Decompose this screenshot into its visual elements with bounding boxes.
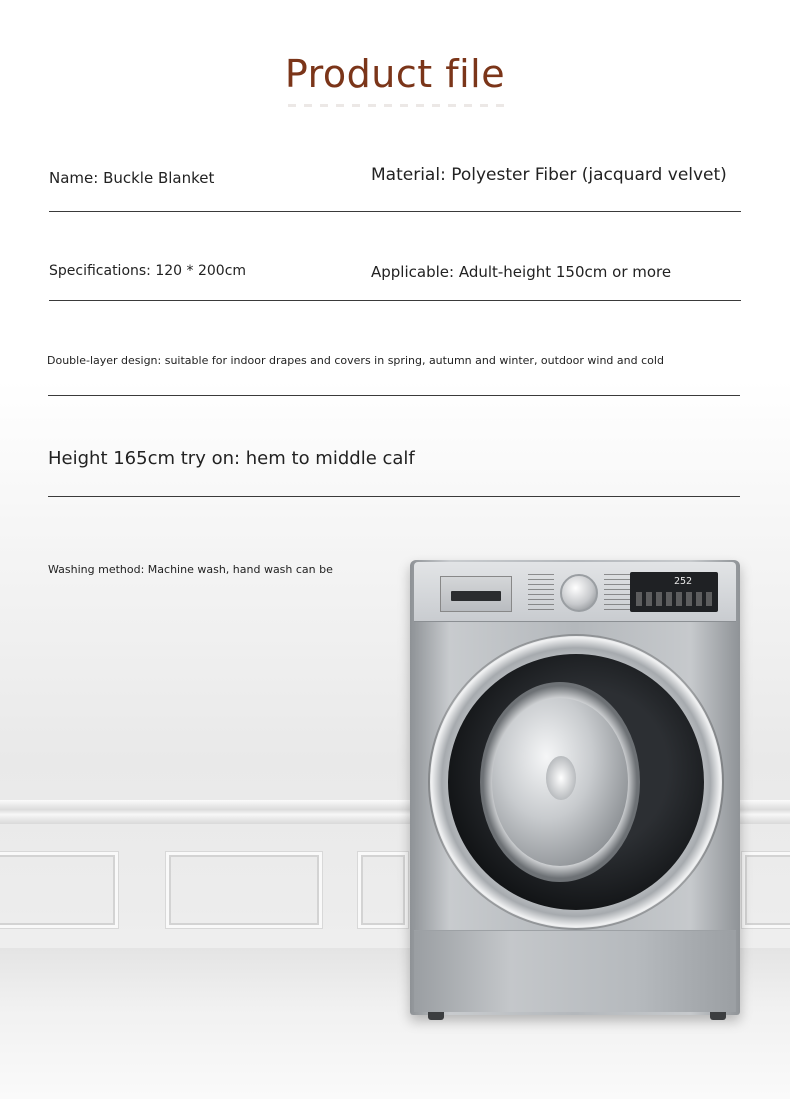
spec-washing: Washing method: Machine wash, hand wash can be	[48, 563, 333, 576]
wall-panel	[742, 852, 790, 928]
divider-4	[48, 496, 740, 497]
spec-design: Double-layer design: suitable for indoor drapes and covers in spring, autumn and winter, outdoor wind and cold	[47, 354, 664, 367]
divider-2	[49, 300, 741, 301]
spec-name: Name: Buckle Blanket	[49, 169, 215, 187]
washing-machine-image	[410, 560, 740, 1025]
spec-specifications: Specifications: 120 * 200cm	[49, 263, 247, 279]
program-knob	[560, 574, 598, 612]
wall-panel	[166, 852, 322, 928]
wall-panel	[0, 852, 118, 928]
washer-plinth	[414, 930, 736, 1012]
spec-material: Material: Polyester Fiber (jacquard velvet)	[371, 165, 727, 185]
display-readout: 252	[674, 576, 693, 587]
title-underline-decoration	[288, 104, 504, 107]
divider-1	[49, 211, 741, 212]
drawer-handle	[451, 591, 501, 601]
page-title: Product file	[284, 52, 506, 96]
washer-display	[630, 572, 718, 612]
wall-panel	[358, 852, 408, 928]
divider-3	[48, 395, 740, 396]
spec-applicable: Applicable: Adult-height 150cm or more	[371, 263, 672, 281]
program-labels-left	[528, 574, 554, 610]
drum-paddle	[546, 756, 576, 800]
program-labels-right	[604, 574, 630, 610]
display-buttons	[636, 592, 712, 606]
detergent-drawer	[440, 576, 512, 612]
washer-control-panel	[414, 562, 736, 622]
washer-foot	[428, 1012, 444, 1020]
spec-try-on: Height 165cm try on: hem to middle calf	[48, 448, 415, 469]
washer-foot	[710, 1012, 726, 1020]
